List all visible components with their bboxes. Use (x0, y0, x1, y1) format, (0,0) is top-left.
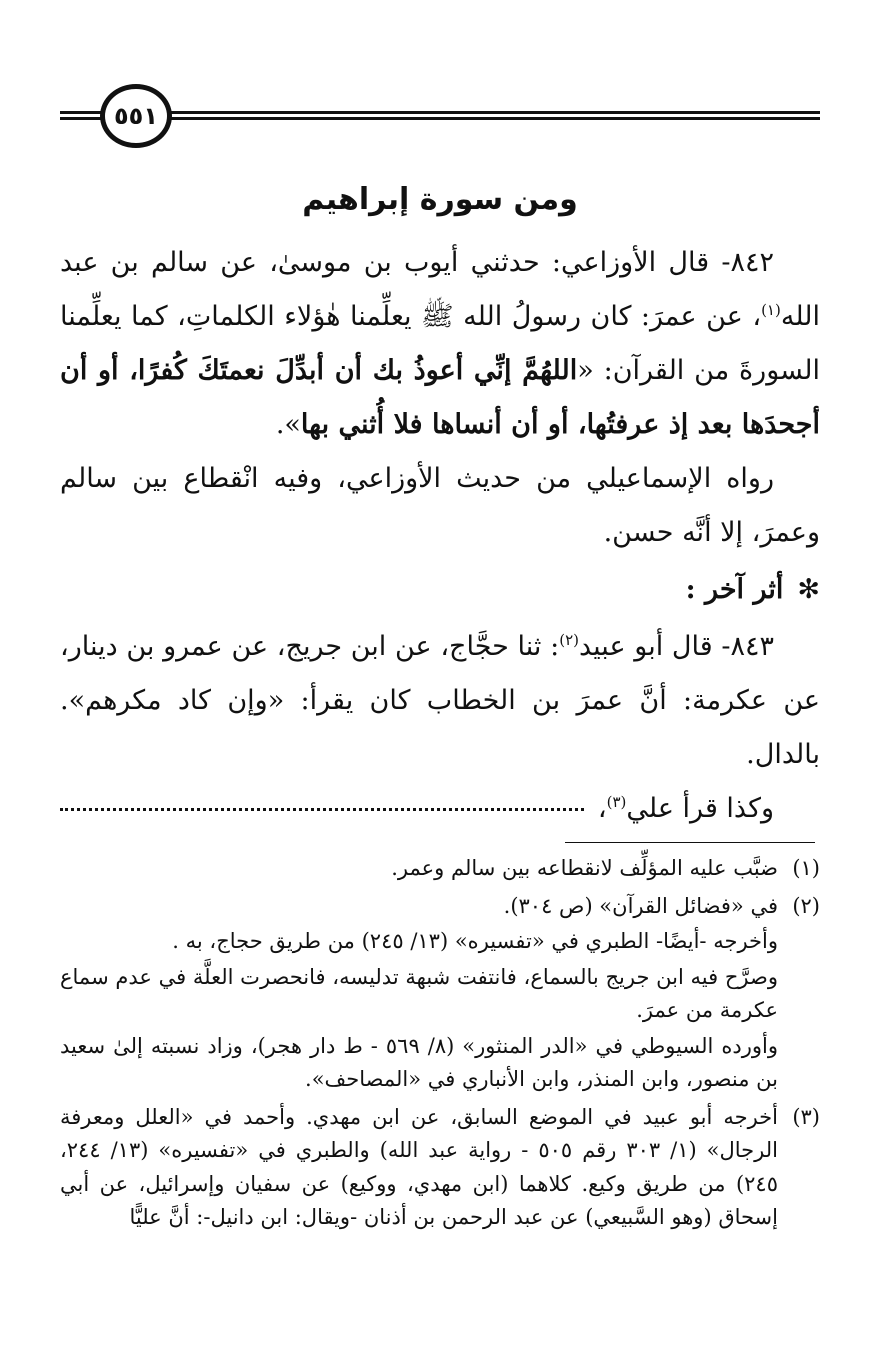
footnote-paragraph: وأخرجه -أيضًا- الطبري في «تفسيره» (١٣/ ٢٤٥) من طريق حجاج، به . (172, 929, 778, 953)
hadith-text: : ثنا حجَّاج، عن ابن جريج، عن عمرو بن دينار، عن عكرمة: أنَّ عمرَ بن الخطاب كان يقرأ: «وإن كاد مكرهم». بالدال. (60, 631, 820, 770)
hadith-843 (60, 620, 820, 782)
footnote-paragraph: وأورده السيوطي في «الدر المنثور» (٨/ ٥٦٩ - ط دار هجر)، وزاد نسبته إلىٰ سعيد بن منصور، وابن المنذر، وابن الأنباري في «المصاحف». (60, 1033, 778, 1091)
footnote-paragraph: في «فضائل القرآن» (ص ٣٠٤). (503, 893, 778, 918)
footnote-paragraph: ضبَّب عليه المؤلِّف لانقطاعه بين سالم وعمر. (391, 856, 778, 880)
footnotes (60, 852, 820, 1239)
footnote-separator (565, 842, 815, 843)
star-icon: ✻ (797, 574, 820, 605)
hadith-842 (60, 236, 820, 452)
footnote-paragraph: أخرجه أبو عبيد في الموضع السابق، عن ابن مهدي. وأحمد في «العلل ومعرفة الرجال» (١/ ٣٠٣ رقم ٥٠٥ - رواية عبد الله) والطبري في «تفسيره» (١٣/ ٢٤٤، ٢٤٥) من طريق وكيع. كلاهما (ابن مهدي، ووكيع) عن سفيان وإسرائيل، عن أبي إسحاق (وهو السَّبيعي) عن عبد الرحمن بن أذنان -ويقال: ابن دانيل-: أنَّ عليًّا (60, 1104, 778, 1229)
hadith-number: ٨٤٣- (721, 631, 774, 662)
dua-text: اللهُمَّ إنِّي أعوذُ بك أن أبدِّلَ نعمتَكَ كُفرًا، أو أن أجحدَها بعد إذ عرفتُها، أو أن أنساها فلا أُثني بها (60, 355, 820, 440)
hadith-text: قال الأوزاعي: حدثني أيوب بن موسىٰ، عن سالم بن عبد الله (60, 247, 820, 332)
footnote-body (60, 1101, 778, 1237)
footnote-ref: (٣) (606, 793, 627, 811)
athar-label: أثر آخر : (685, 574, 784, 605)
footnote-body (60, 852, 778, 888)
footnote (60, 890, 820, 1099)
continuation-line (60, 782, 820, 836)
footnote-number: (٢) (792, 893, 820, 918)
footnote (60, 1101, 820, 1237)
footnote-number: (١) (792, 856, 820, 880)
hadith-842-comment: رواه الإسماعيلي من حديث الأوزاعي، وفيه انْقطاع بين سالم وعمرَ، إلا أنَّه حسن. (60, 463, 820, 548)
hadith-number: ٨٤٢- (721, 247, 774, 278)
main-text (60, 178, 820, 836)
continuation-text: وكذا قرأ علي (626, 793, 774, 824)
page-number: ٥٥١ (114, 102, 158, 130)
section-title: ومن سورة إبراهيم (302, 182, 578, 217)
footnote-ref: (١) (761, 301, 781, 319)
page-header (60, 80, 820, 150)
footnote-body (60, 890, 778, 1099)
footnote-number: (٣) (792, 1104, 820, 1129)
page-number-badge (100, 84, 172, 148)
header-double-rule (60, 111, 820, 120)
continuation-text-wrap (598, 782, 820, 836)
athar-heading (60, 562, 820, 618)
continuation-suffix: ، (597, 793, 607, 824)
footnote (60, 852, 820, 888)
hadith-text: قال أبو عبيد (578, 631, 713, 662)
dotted-leader (60, 808, 584, 811)
footnote-ref: (٢) (559, 631, 579, 649)
hadith-text: ، عن عمرَ: كان رسولُ الله ﷺ يعلِّمنا هٰؤلاء الكلماتِ، كما يعلِّمنا السورةَ من القرآن: « (60, 301, 820, 386)
footnote-paragraph: وصرَّح فيه ابن جريج بالسماع، فانتفت شبهة تدليسه، فانحصرت العلَّة في عدم سماع عكرمة من عمرَ. (60, 964, 778, 1022)
hadith-text: ». (275, 409, 301, 440)
